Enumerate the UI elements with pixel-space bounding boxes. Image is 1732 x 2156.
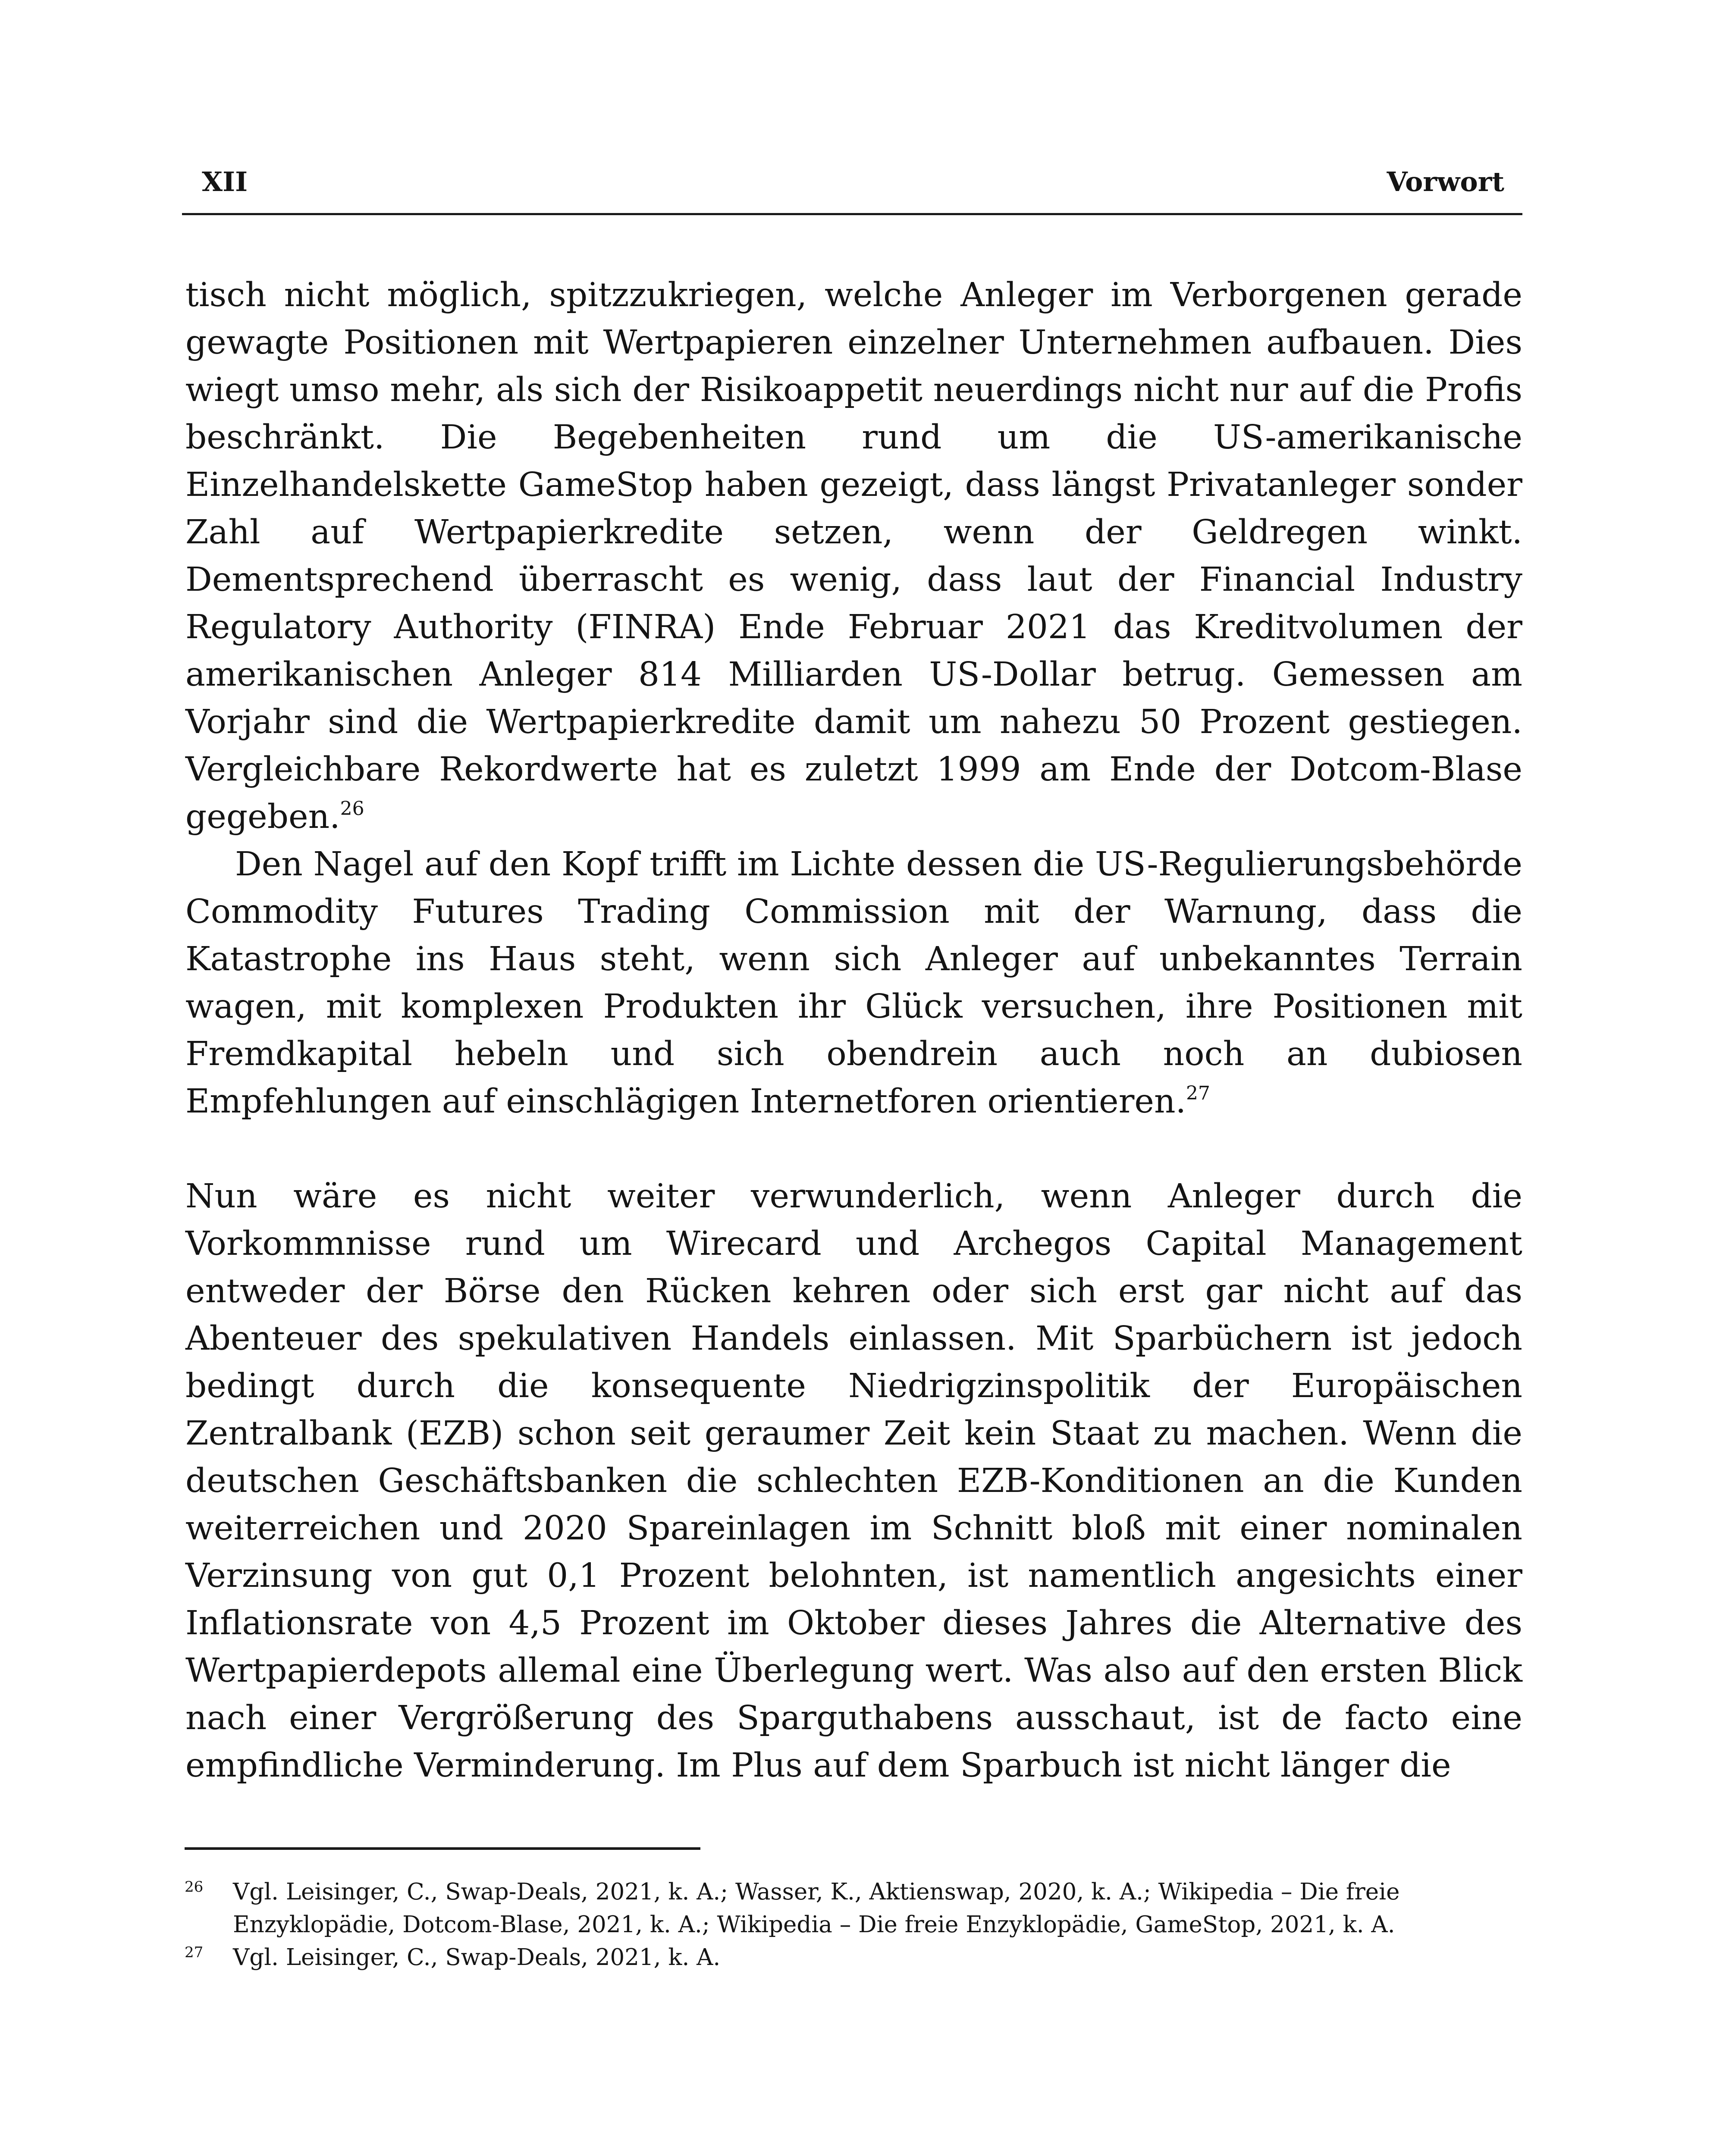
paragraph: [185, 841, 1522, 1125]
footnote-text: Vgl. Leisinger, C., Swap-Deals, 2021, k. A.; Wasser, K., Aktienswap, 2020, k. A.; Wikipedia – Die freie Enzyklopädie, Dotcom-Blase, 2021, k. A.; Wikipedia – Die freie Enzyklopädie, GameStop, 2021, k. A.: [233, 1879, 1400, 1938]
paragraph-text: tisch nicht möglich, spitzzukriegen, welche Anleger im Verborgenen gerade gewagte Positionen mit Wertpapieren einzelner Unternehmen aufbauen. Dies wiegt umso mehr, als sich der Risikoappetit neuerdings nicht nur auf die Profis beschränkt. Die Begebenheiten rund um die US-amerikanische Einzelhandelskette GameStop haben gezeigt, dass längst Privatanleger sonder Zahl auf Wertpapierkredite setzen, wenn der Geldregen winkt. Dementsprechend überrascht es wenig, dass laut der Financial Industry Regulatory Authority (FINRA) Ende Februar 2021 das Kreditvolumen der amerikanischen Anleger 814 Milliarden US-Dollar betrug. Gemessen am Vorjahr sind die Wertpapierkredite damit um nahezu 50 Prozent gestiegen. Vergleichbare Rekordwerte hat es zuletzt 1999 am Ende der Dotcom-Blase gegeben.: [185, 276, 1522, 836]
footnote: [185, 1941, 1522, 1974]
footnote-ref: 26: [340, 798, 364, 820]
footnote-number: 27: [185, 1944, 204, 1961]
main-text: [185, 272, 1522, 1789]
footnote-ref: 27: [1186, 1082, 1211, 1104]
footnote-rule: [185, 1847, 700, 1850]
paragraph: [185, 272, 1522, 841]
running-header: [182, 165, 1522, 199]
footnote-number: 26: [185, 1878, 204, 1896]
paragraph-text: Nun wäre es nicht weiter verwunderlich, wenn Anleger durch die Vorkommnisse rund um Wirecard und Archegos Capital Management entweder der Börse den Rücken kehren oder sich erst gar nicht auf das Abenteuer des spekulativen Handels einlassen. Mit Sparbüchern ist jedoch bedingt durch die konsequente Niedrigzinspolitik der Europäischen Zentralbank (EZB) schon seit geraumer Zeit kein Staat zu machen. Wenn die deutschen Geschäftsbanken die schlechten EZB-Konditionen an die Kunden weiterreichen und 2020 Spareinlagen im Schnitt bloß mit einer nominalen Verzinsung von gut 0,1 Prozent belohnten, ist namentlich angesichts einer Inflationsrate von 4,5 Prozent im Oktober dieses Jahres die Alternative des Wertpapierdepots allemal eine Überlegung wert. Was also auf den ersten Blick nach einer Vergrößerung des Sparguthabens ausschaut, ist de facto eine empfindliche Verminderung. Im Plus auf dem Sparbuch ist nicht länger die: [185, 1177, 1522, 1785]
footnote: [185, 1876, 1522, 1941]
footnotes: [185, 1876, 1522, 1974]
page-number: XII: [202, 166, 248, 197]
paragraph-text: Den Nagel auf den Kopf trifft im Lichte dessen die US-Regulierungsbehörde Commodity Futures Trading Commission mit der Warnung, dass die Katastrophe ins Haus steht, wenn sich Anleger auf unbekanntes Terrain wagen, mit komplexen Produkten ihr Glück versuchen, ihre Positionen mit Fremdkapital hebeln und sich obendrein auch noch an dubiosen Empfehlungen auf einschlägigen Internetforen orientieren.: [185, 845, 1522, 1121]
section-title: Vorwort: [1387, 166, 1504, 197]
paragraph: [185, 1173, 1522, 1789]
footnote-text: Vgl. Leisinger, C., Swap-Deals, 2021, k. A.: [233, 1944, 721, 1971]
header-rule: [182, 213, 1522, 215]
